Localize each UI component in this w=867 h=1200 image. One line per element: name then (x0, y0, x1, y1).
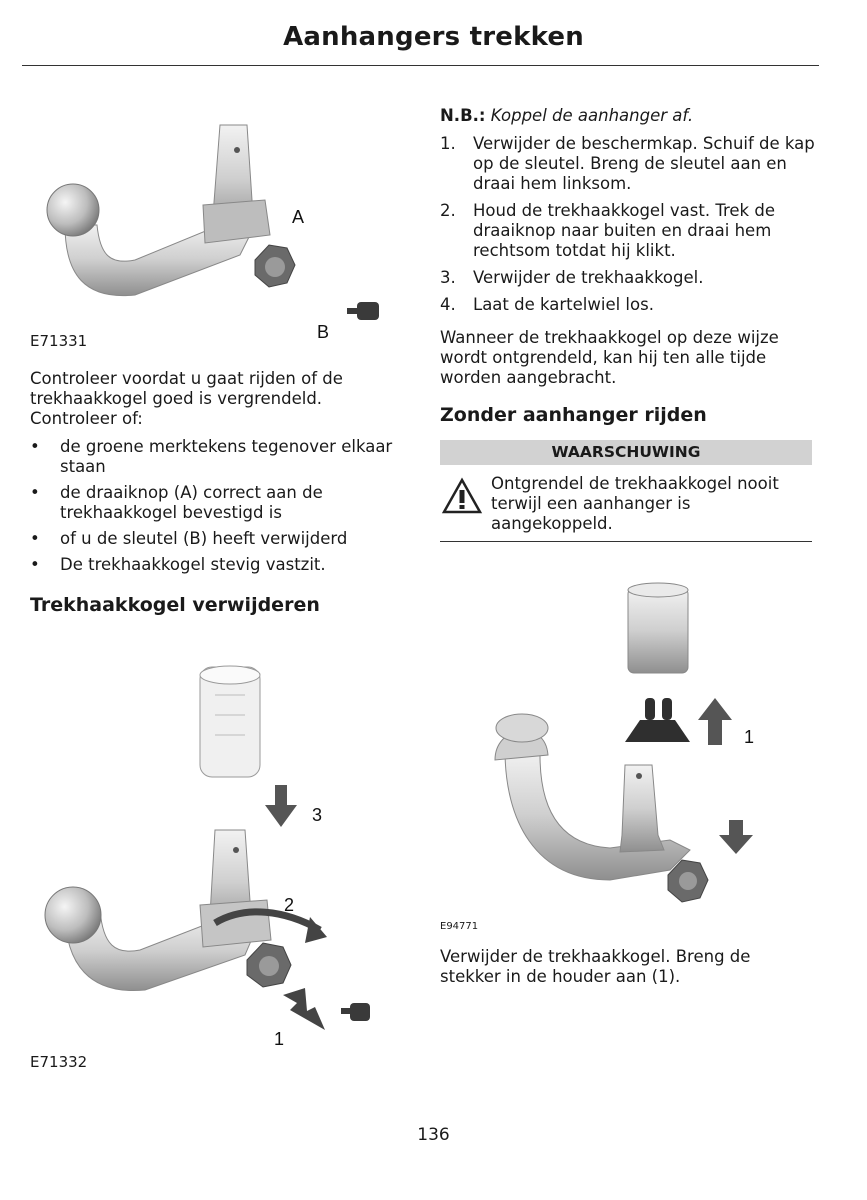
page-title: Aanhangers trekken (283, 22, 584, 52)
list-item: 2. Houd de trekhaakkogel vast. Trek de draaiknop naar buiten en draai hem rechtsom totdat hij klikt. (440, 201, 775, 260)
list-item: 4. Laat de kartelwiel los. (440, 295, 654, 314)
figure-code: E71332 (30, 1053, 88, 1071)
bullet-icon: • (30, 529, 40, 548)
list-item: • De trekhaakkogel stevig vastzit. (30, 555, 326, 574)
note-text: Koppel de aanhanger af. (490, 106, 694, 125)
intro-paragraph: Controleer voordat u gaat rijden of de trekhaakkogel goed is vergrendeld. Controleer of: (30, 369, 343, 428)
callout-3: 3 (312, 805, 323, 825)
tow-ball-illustration-2 (25, 655, 425, 1055)
section-heading-no-trailer: Zonder aanhanger rijden (440, 404, 707, 426)
note-label: N.B.: (440, 106, 486, 125)
check-list (30, 437, 415, 581)
warning-triangle-icon (442, 478, 482, 514)
bullet-icon: • (30, 483, 40, 502)
after-steps-paragraph: Wanneer de trekhaakkogel op deze wijze wordt ontgrendeld, kan hij ten alle tijde worden aangebracht. (440, 328, 779, 387)
bullet-icon: • (30, 437, 40, 456)
note-paragraph (440, 106, 815, 126)
title-divider (22, 65, 819, 66)
final-paragraph: Verwijder de trekhaakkogel. Breng de stekker in de houder aan (1). (440, 947, 751, 986)
tow-ball-illustration-3 (440, 580, 820, 920)
callout-2: 2 (284, 895, 295, 915)
bullet-icon: • (30, 555, 40, 574)
callout-a: A (292, 207, 305, 227)
figure-code: E71331 (30, 332, 88, 350)
list-item: 3. Verwijder de trekhaakkogel. (440, 268, 704, 287)
figure-code: E94771 (440, 921, 479, 932)
list-item: • de groene merktekens tegenover elkaar staan (30, 437, 393, 476)
steps-list (440, 134, 815, 322)
warning-text: Ontgrendel de trekhaakkogel nooit terwijl een aanhanger is aangekoppeld. (491, 474, 779, 533)
callout-b: B (317, 322, 330, 342)
section-heading-remove: Trekhaakkogel verwijderen (30, 594, 320, 616)
callout-1: 1 (744, 727, 755, 747)
list-item: • de draaiknop (A) correct aan de trekhaakkogel bevestigd is (30, 483, 323, 522)
warning-divider (440, 541, 812, 542)
list-item: • of u de sleutel (B) heeft verwijderd (30, 529, 348, 548)
tow-ball-illustration-1 (25, 105, 425, 345)
warning-header: WAARSCHUWING (440, 440, 812, 465)
list-item: 1. Verwijder de beschermkap. Schuif de kap op de sleutel. Breng de sleutel aan en draai hem linksom. (440, 134, 815, 193)
callout-1: 1 (274, 1029, 285, 1049)
page-number: 136 (417, 1125, 450, 1145)
